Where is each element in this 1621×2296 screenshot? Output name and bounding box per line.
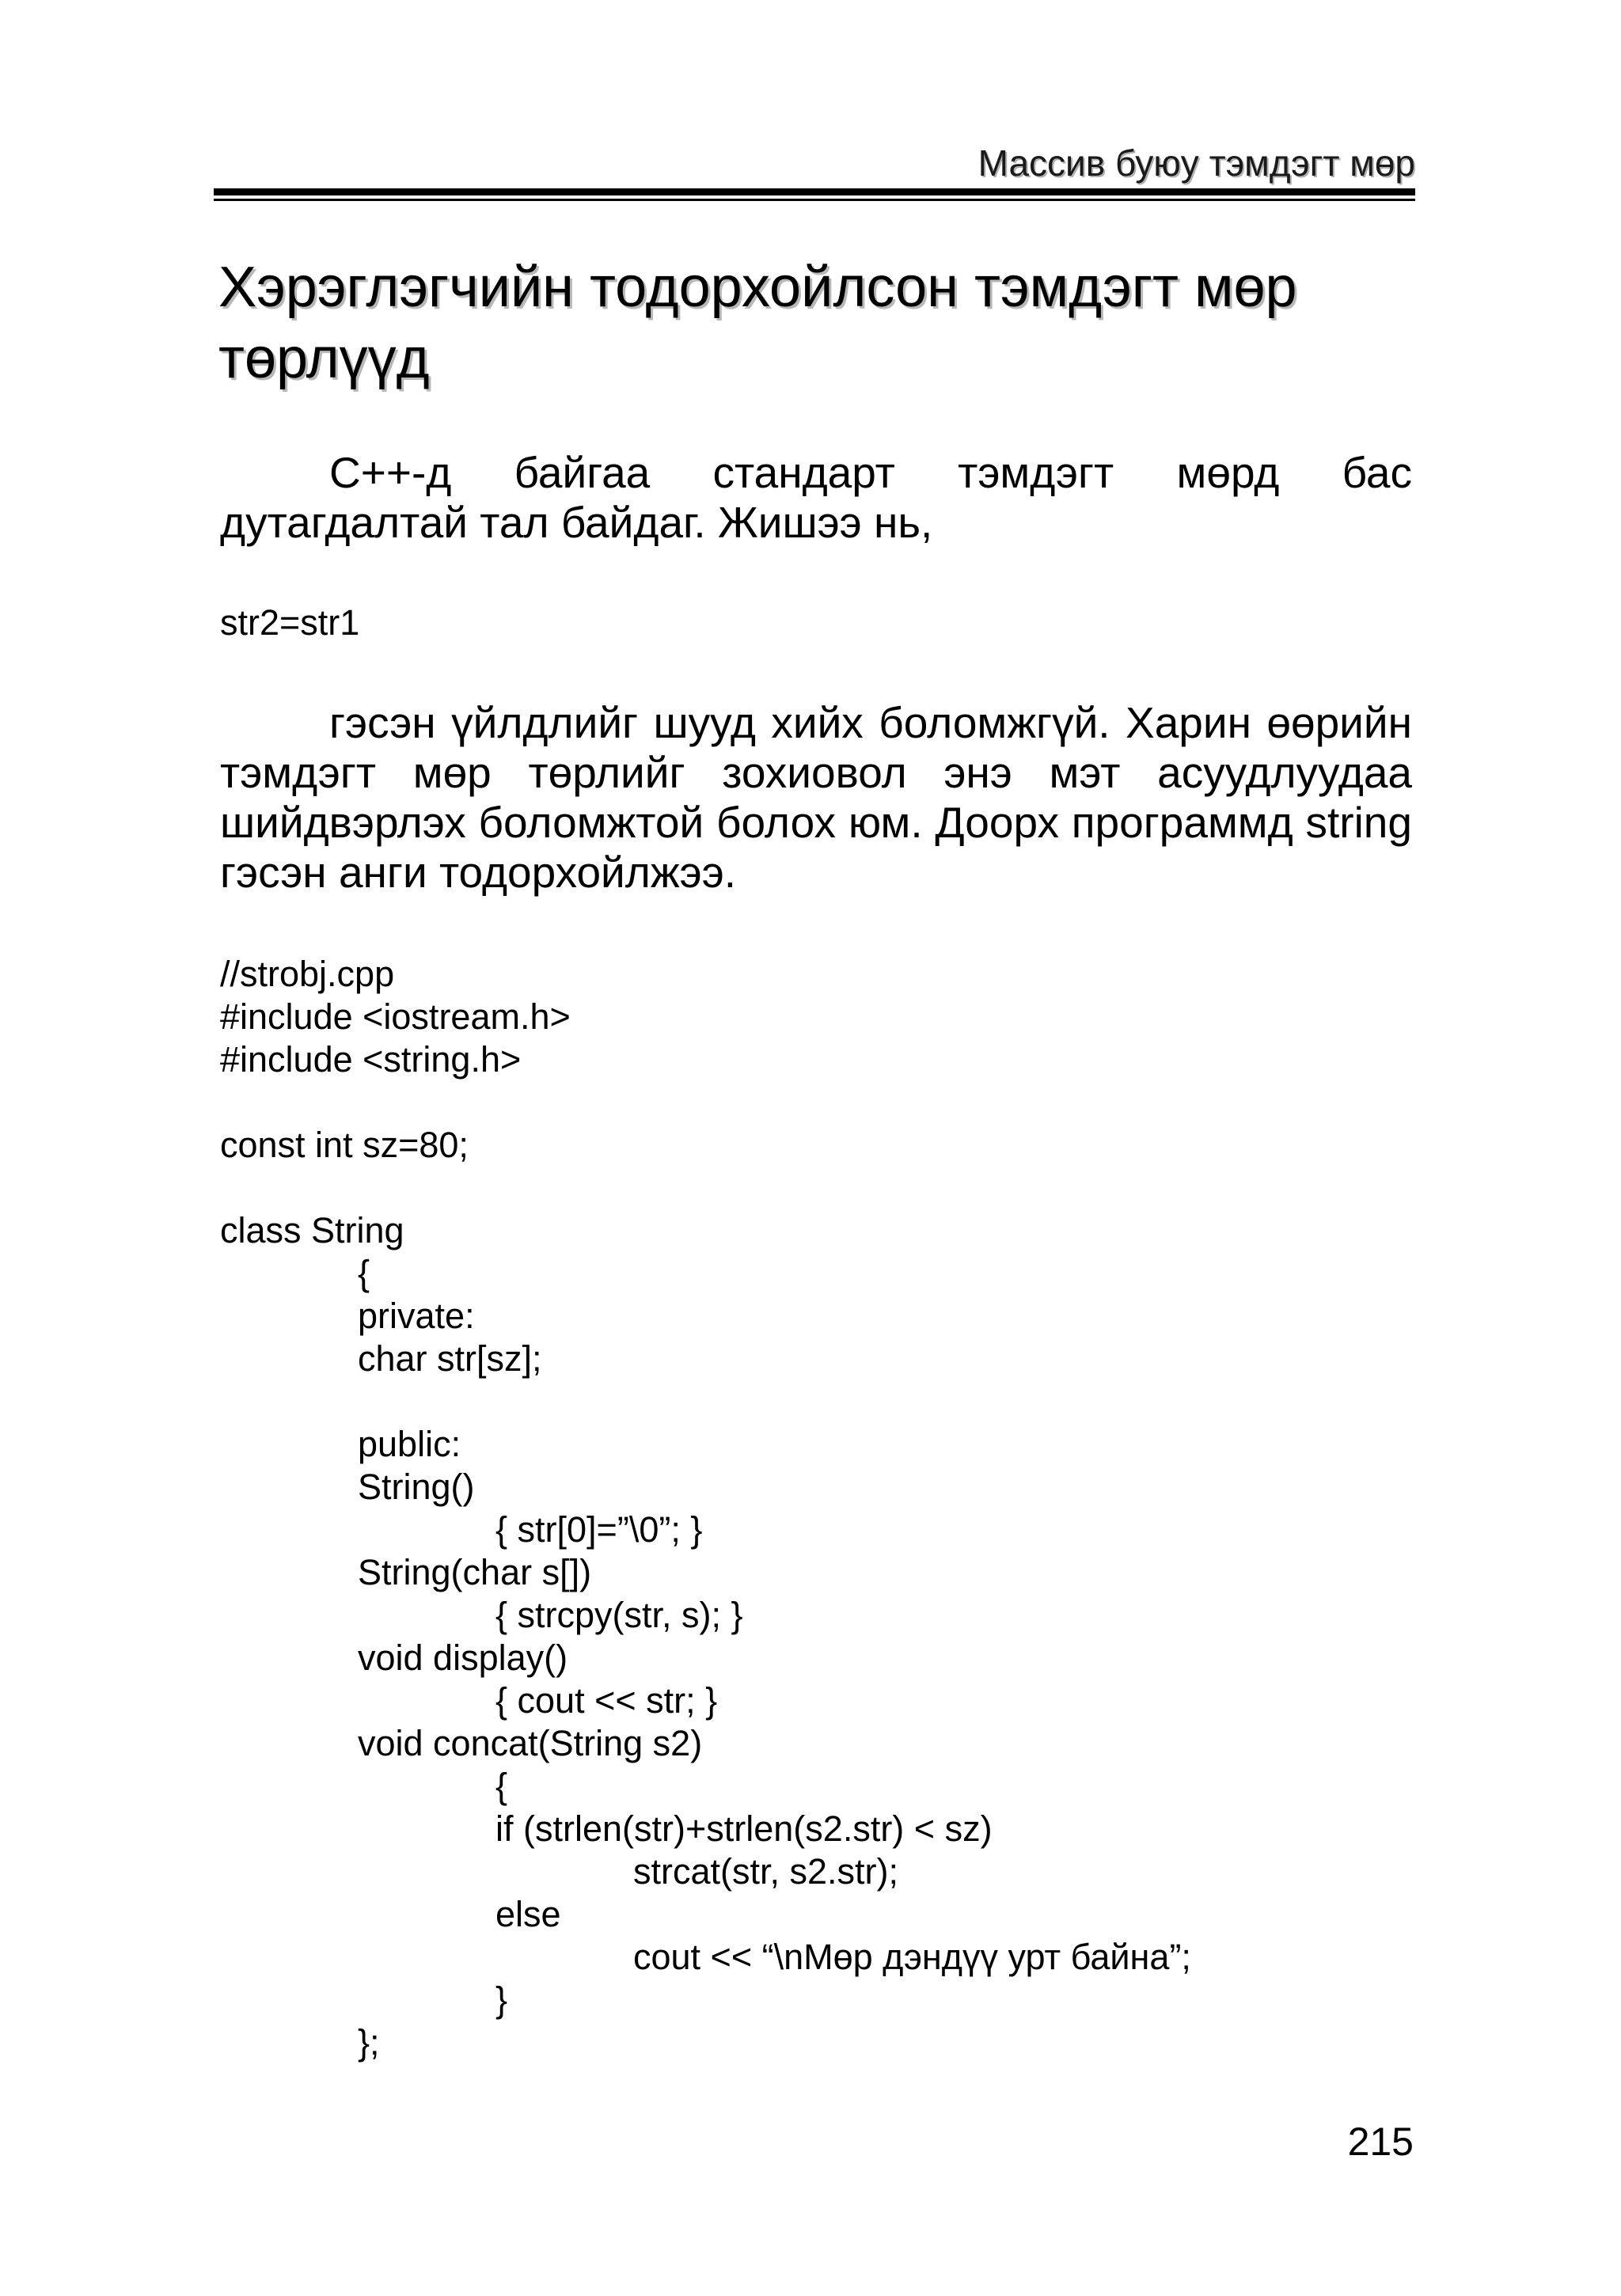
code-line: { strcpy(str, s); } [495,1595,743,1635]
code-line: }; [358,2022,380,2063]
code-line: const int sz=80; [220,1125,469,1165]
code-line: String(char s[]) [358,1552,592,1592]
code-line: { str[0]=”\0”; } [495,1509,703,1550]
code-line: if (strlen(str)+strlen(s2.str) < sz) [495,1808,993,1849]
page-header [214,135,1415,199]
code-line: { cout << str; } [495,1680,718,1721]
code-line: private: [358,1296,475,1336]
code-line: cout << “\nМөр дэндүү урт байна”; [633,1937,1191,1977]
code-line: #include <string.h> [220,1039,522,1080]
code-line [220,1167,1191,1209]
section-heading: Хэрэглэгчийн тодорхойлсон тэмдэгт мөр төрлүүд [218,256,1297,390]
code-snippet-inline: str2=str1 [220,602,360,643]
body-paragraph: гэсэн үйлдлийг шууд хийх боломжгүй. Харин өөрийн тэмдэгт мөр төрлийг зохиовол энэ мэт асуудлуудаа шийдвэрлэх боломжтой болох юм. Доорх программд string гэсэн анги тодорхойлжээ. [220,698,1412,897]
code-line: char str[sz]; [358,1338,542,1379]
running-head: Массив буюу тэмдэгт мөр [978,142,1415,184]
code-line: } [495,1979,508,2020]
code-line [220,1380,1191,1423]
code-listing [220,953,1191,2064]
code-line: { [358,1253,370,1293]
code-line: { [495,1766,508,1806]
page-number: 215 [1347,2120,1414,2164]
code-line: void concat(String s2) [358,1723,703,1763]
code-line: //strobj.cpp [220,954,395,994]
code-line [220,1081,1191,1124]
header-rule-thin [214,199,1415,201]
code-line: void display() [358,1638,568,1678]
header-rule-thick [214,188,1415,195]
code-line: class String [220,1210,404,1250]
code-line: #include <iostream.h> [220,996,571,1037]
code-line: public: [358,1424,461,1464]
code-line: strcat(str, s2.str); [633,1851,899,1892]
body-paragraph: C++-д байгаа стандарт тэмдэгт мөрд бас дутагдалтай тал байдаг. Жишээ нь, [220,448,1412,547]
code-line: else [495,1894,561,1934]
code-line: String() [358,1467,475,1507]
